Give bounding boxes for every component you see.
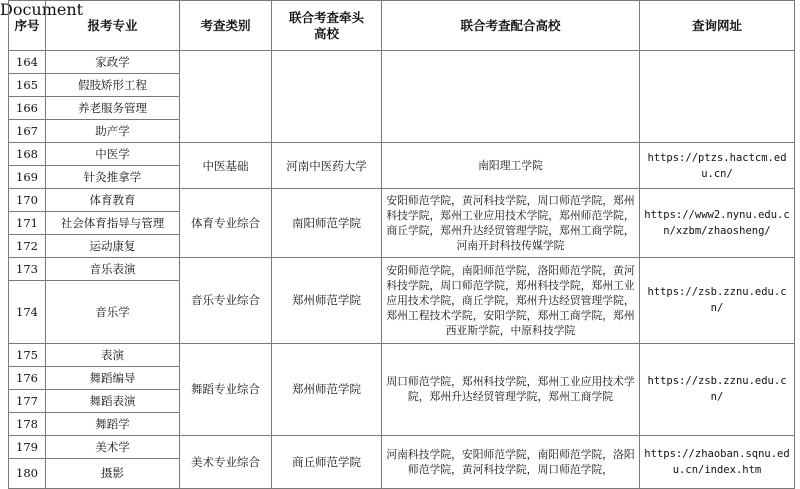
- row-number: 180: [9, 458, 46, 488]
- partner-universities-cell: 周口师范学院，郑州科技学院，郑州工业应用技术学院，郑州升达经贸管理学院，郑州工商学院: [382, 343, 640, 435]
- category-cell-empty: [180, 51, 272, 143]
- lead-university-cell: 郑州师范学院: [272, 343, 382, 435]
- row-number: 172: [9, 235, 46, 258]
- category-cell: 体育专业综合: [180, 189, 272, 258]
- row-number: 171: [9, 212, 46, 235]
- row-number: 168: [9, 143, 46, 166]
- query-url-link[interactable]: https://zsb.zznu.edu.cn/: [640, 343, 795, 435]
- major-cell: 针灸推拿学: [46, 166, 180, 189]
- row-number: 175: [9, 343, 46, 366]
- lead-university-cell: 郑州师范学院: [272, 258, 382, 344]
- url-cell-empty: [640, 51, 795, 143]
- row-number: 176: [9, 366, 46, 389]
- major-cell: 运动康复: [46, 235, 180, 258]
- row-number: 167: [9, 120, 46, 143]
- partners-cell-empty: [382, 51, 640, 143]
- row-number: 166: [9, 97, 46, 120]
- major-cell: 假肢矫形工程: [46, 74, 180, 97]
- major-cell: 家政学: [46, 51, 180, 74]
- row-number: 173: [9, 258, 46, 281]
- query-url-link[interactable]: https://ptzs.hactcm.edu.cn/: [640, 143, 795, 189]
- major-cell: 舞蹈表演: [46, 389, 180, 412]
- lead-university-cell: 河南中医药大学: [272, 143, 382, 189]
- table-row: [9, 51, 795, 74]
- header-cell-partners: 联合考查配合高校: [382, 1, 640, 51]
- table-row: [9, 435, 795, 458]
- header-cell-no: 序号: [9, 1, 46, 51]
- row-number: 169: [9, 166, 46, 189]
- admissions-table: [8, 0, 795, 489]
- lead-cell-empty: [272, 51, 382, 143]
- major-cell: 社会体育指导与管理: [46, 212, 180, 235]
- table-row: [9, 143, 795, 166]
- major-cell: 音乐学: [46, 281, 180, 344]
- major-cell: 音乐表演: [46, 258, 180, 281]
- header-row: [9, 1, 795, 51]
- category-cell: 舞蹈专业综合: [180, 343, 272, 435]
- row-number: 170: [9, 189, 46, 212]
- query-url-link[interactable]: https://zhaoban.sqnu.edu.cn/index.htm: [640, 435, 795, 488]
- query-url-link[interactable]: https://www2.nynu.edu.cn/xzbm/zhaosheng/: [640, 189, 795, 258]
- row-number: 165: [9, 74, 46, 97]
- partner-universities-cell: 南阳理工学院: [382, 143, 640, 189]
- row-number: 178: [9, 412, 46, 435]
- row-number: 174: [9, 281, 46, 344]
- header-cell-lead: 联合考查牵头高校: [272, 1, 382, 51]
- major-cell: 助产学: [46, 120, 180, 143]
- major-cell: 养老服务管理: [46, 97, 180, 120]
- query-url-link[interactable]: https://zsb.zznu.edu.cn/: [640, 258, 795, 344]
- row-number: 164: [9, 51, 46, 74]
- category-cell: 美术专业综合: [180, 435, 272, 488]
- row-number: 179: [9, 435, 46, 458]
- partner-universities-cell: 安阳师范学院，南阳师范学院，洛阳师范学院，黄河科技学院，周口师范学院，郑州科技学院，郑州工业应用技术学院，商丘学院，郑州升达经贸管理学院，郑州工程技术学院，安阳学院，郑州工商学院，郑州西亚斯学院，中原科技学院: [382, 258, 640, 344]
- table-row: [9, 258, 795, 281]
- major-cell: 舞蹈编导: [46, 366, 180, 389]
- major-cell: 摄影: [46, 458, 180, 488]
- lead-university-cell: 商丘师范学院: [272, 435, 382, 488]
- header-cell-major: 报考专业: [46, 1, 180, 51]
- major-cell: 美术学: [46, 435, 180, 458]
- header-cell-category: 考查类别: [180, 1, 272, 51]
- lead-university-cell: 南阳师范学院: [272, 189, 382, 258]
- major-cell: 体育教育: [46, 189, 180, 212]
- partner-universities-cell: 安阳师范学院，黄河科技学院，周口师范学院，郑州科技学院，郑州工业应用技术学院，郑州师范学院，商丘学院，郑州升达经贸管理学院，郑州工商学院，河南开封科技传媒学院: [382, 189, 640, 258]
- table-row: [9, 343, 795, 366]
- partner-universities-cell: 河南科技学院，安阳师范学院，南阳师范学院，洛阳师范学院，黄河科技学院，周口师范学院，: [382, 435, 640, 488]
- table-row: [9, 189, 795, 212]
- major-cell: 舞蹈学: [46, 412, 180, 435]
- header-cell-url: 查询网址: [640, 1, 795, 51]
- row-number: 177: [9, 389, 46, 412]
- category-cell: 音乐专业综合: [180, 258, 272, 344]
- category-cell: 中医基础: [180, 143, 272, 189]
- major-cell: 表演: [46, 343, 180, 366]
- major-cell: 中医学: [46, 143, 180, 166]
